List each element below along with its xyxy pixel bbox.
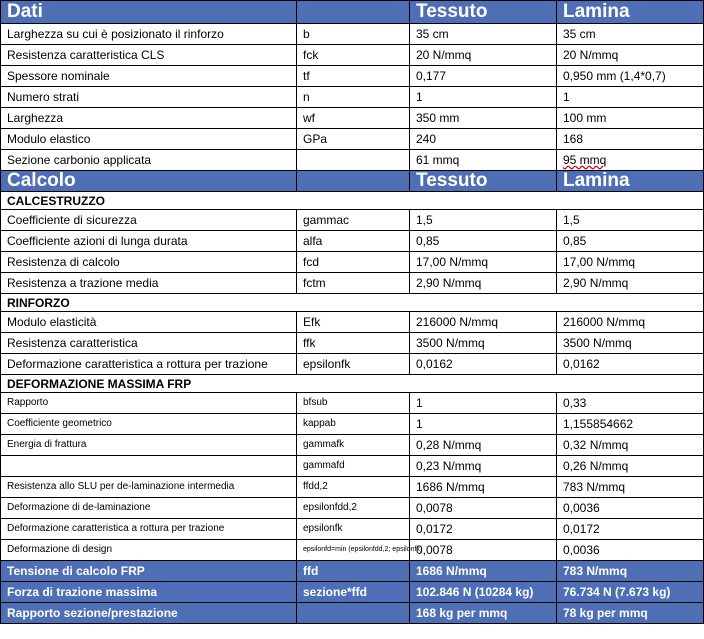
- tessuto-cell: 0,85: [410, 231, 557, 252]
- tessuto-cell: 35 cm: [410, 24, 557, 45]
- label-cell: Modulo elasticità: [1, 312, 297, 333]
- lamina-cell: 0,0036: [557, 540, 704, 561]
- symbol-cell: gammac: [297, 210, 410, 231]
- lamina-cell: 95 mmq: [557, 150, 704, 171]
- lamina-cell: 783 N/mmq: [557, 477, 704, 498]
- label-cell: Deformazione caratteristica a rottura per trazione: [1, 354, 297, 375]
- dati-row: [1, 24, 704, 45]
- tessuto-cell: 216000 N/mmq: [410, 312, 557, 333]
- label-cell: Tensione di calcolo FRP: [1, 561, 297, 582]
- deformazione-row: [1, 435, 704, 456]
- symbol-cell: kappab: [297, 414, 410, 435]
- deformazione-row: [1, 477, 704, 498]
- label-cell: Resistenza di calcolo: [1, 252, 297, 273]
- tessuto-cell: 0,0172: [410, 519, 557, 540]
- rinforzo-row: [1, 312, 704, 333]
- footer-row: [1, 582, 704, 603]
- symbol-cell: fck: [297, 45, 410, 66]
- dati-row: [1, 87, 704, 108]
- dati-row: [1, 66, 704, 87]
- symbol-cell: wf: [297, 108, 410, 129]
- dati-row: [1, 108, 704, 129]
- symbol-cell: fctm: [297, 273, 410, 294]
- header-empty: [297, 1, 410, 24]
- symbol-cell: bfsub: [297, 393, 410, 414]
- symbol-cell: epsilonfd=min (epsilonfdd,2; epsilonfk): [297, 540, 410, 561]
- lamina-cell: 1,5: [557, 210, 704, 231]
- symbol-cell: Efk: [297, 312, 410, 333]
- symbol-cell: gammafd: [297, 456, 410, 477]
- symbol-cell: sezione*ffd: [297, 582, 410, 603]
- label-cell: [1, 456, 297, 477]
- label-cell: Coefficiente azioni di lunga durata: [1, 231, 297, 252]
- tessuto-cell: 1: [410, 414, 557, 435]
- symbol-cell: [297, 150, 410, 171]
- section-title: CALCESTRUZZO: [1, 192, 704, 210]
- label-cell: Resistenza allo SLU per de-laminazione intermedia: [1, 477, 297, 498]
- label-cell: Coefficiente di sicurezza: [1, 210, 297, 231]
- dati-row: [1, 150, 704, 171]
- tessuto-cell: 1: [410, 87, 557, 108]
- lamina-cell: 0,85: [557, 231, 704, 252]
- lamina-cell: 35 cm: [557, 24, 704, 45]
- tessuto-cell: 0,177: [410, 66, 557, 87]
- section-title: DEFORMAZIONE MASSIMA FRP: [1, 375, 704, 393]
- symbol-cell: alfa: [297, 231, 410, 252]
- symbol-cell: ffk: [297, 333, 410, 354]
- tessuto-cell: 0,23 N/mmq: [410, 456, 557, 477]
- symbol-cell: gammafk: [297, 435, 410, 456]
- lamina-cell: 0,0036: [557, 498, 704, 519]
- lamina-cell: 76.734 N (7.673 kg): [557, 582, 704, 603]
- label-cell: Deformazione di de-laminazione: [1, 498, 297, 519]
- lamina-cell: 0,32 N/mmq: [557, 435, 704, 456]
- label-cell: Deformazione di design: [1, 540, 297, 561]
- tessuto-cell: 20 N/mmq: [410, 45, 557, 66]
- lamina-cell: 0,0172: [557, 519, 704, 540]
- deformazione-section-title: [1, 375, 704, 393]
- tessuto-cell: 0,28 N/mmq: [410, 435, 557, 456]
- symbol-cell: ffdd,2: [297, 477, 410, 498]
- lamina-cell: 17,00 N/mmq: [557, 252, 704, 273]
- header-tessuto: Tessuto: [410, 1, 557, 24]
- label-cell: Energia di frattura: [1, 435, 297, 456]
- symbol-cell: n: [297, 87, 410, 108]
- lamina-cell: Lamina: [557, 171, 704, 192]
- calcestruzzo-section-title: [1, 192, 704, 210]
- calcestruzzo-row: [1, 252, 704, 273]
- tessuto-cell: 350 mm: [410, 108, 557, 129]
- label-cell: Modulo elastico: [1, 129, 297, 150]
- lamina-cell: 216000 N/mmq: [557, 312, 704, 333]
- label-cell: Coefficiente geometrico: [1, 414, 297, 435]
- rinforzo-row: [1, 354, 704, 375]
- dati-row: [1, 129, 704, 150]
- deformazione-row: [1, 540, 704, 561]
- header-dati: Dati: [1, 1, 297, 24]
- deformazione-row: [1, 393, 704, 414]
- label-cell: Larghezza: [1, 108, 297, 129]
- rinforzo-section-title: [1, 294, 704, 312]
- symbol-cell: epsilonfdd,2: [297, 498, 410, 519]
- lamina-cell: 0,26 N/mmq: [557, 456, 704, 477]
- symbol-cell: GPa: [297, 129, 410, 150]
- lamina-cell: 3500 N/mmq: [557, 333, 704, 354]
- label-cell: Rapporto: [1, 393, 297, 414]
- tessuto-cell: Tessuto: [410, 171, 557, 192]
- lamina-cell: 20 N/mmq: [557, 45, 704, 66]
- symbol-cell: epsilonfk: [297, 354, 410, 375]
- label-cell: Rapporto sezione/prestazione: [1, 603, 297, 624]
- lamina-cell: 0,950 mm (1,4*0,7): [557, 66, 704, 87]
- label-cell: Resistenza a trazione media: [1, 273, 297, 294]
- tessuto-cell: 168 kg per mmq: [410, 603, 557, 624]
- label-cell: Numero strati: [1, 87, 297, 108]
- symbol-cell: tf: [297, 66, 410, 87]
- header-lamina: Lamina: [557, 1, 704, 24]
- tessuto-cell: 1686 N/mmq: [410, 477, 557, 498]
- calcolo-header-row: [1, 171, 704, 192]
- dati-row: [1, 45, 704, 66]
- label-cell: Deformazione caratteristica a rottura per trazione: [1, 519, 297, 540]
- label-cell: Spessore nominale: [1, 66, 297, 87]
- lamina-cell: 2,90 N/mmq: [557, 273, 704, 294]
- tessuto-cell: 0,0078: [410, 540, 557, 561]
- deformazione-row: [1, 456, 704, 477]
- footer-row: [1, 603, 704, 624]
- tessuto-cell: 240: [410, 129, 557, 150]
- lamina-cell: 168: [557, 129, 704, 150]
- lamina-cell: 78 kg per mmq: [557, 603, 704, 624]
- deformazione-row: [1, 498, 704, 519]
- footer-row: [1, 561, 704, 582]
- tessuto-cell: 17,00 N/mmq: [410, 252, 557, 273]
- lamina-cell: 1,155854662: [557, 414, 704, 435]
- tessuto-cell: 2,90 N/mmq: [410, 273, 557, 294]
- lamina-cell: 0,33: [557, 393, 704, 414]
- section-title: RINFORZO: [1, 294, 704, 312]
- label-cell: Forza di trazione massima: [1, 582, 297, 603]
- lamina-cell: 100 mm: [557, 108, 704, 129]
- deformazione-row: [1, 414, 704, 435]
- tessuto-cell: 1686 N/mmq: [410, 561, 557, 582]
- lamina-cell: 1: [557, 87, 704, 108]
- label-cell: Sezione carbonio applicata: [1, 150, 297, 171]
- label-cell: Resistenza caratteristica CLS: [1, 45, 297, 66]
- symbol-cell: ffd: [297, 561, 410, 582]
- tessuto-cell: 1: [410, 393, 557, 414]
- tessuto-cell: 61 mmq: [410, 150, 557, 171]
- tessuto-cell: 102.846 N (10284 kg): [410, 582, 557, 603]
- tessuto-cell: 0,0162: [410, 354, 557, 375]
- label-cell: Calcolo: [1, 171, 297, 192]
- symbol-cell: epsilonfk: [297, 519, 410, 540]
- deformazione-row: [1, 519, 704, 540]
- symbol-cell: [297, 171, 410, 192]
- tessuto-cell: 1,5: [410, 210, 557, 231]
- label-cell: Larghezza su cui è posizionato il rinforzo: [1, 24, 297, 45]
- label-cell: Resistenza caratteristica: [1, 333, 297, 354]
- lamina-cell: 0,0162: [557, 354, 704, 375]
- rinforzo-row: [1, 333, 704, 354]
- tessuto-cell: 0,0078: [410, 498, 557, 519]
- symbol-cell: b: [297, 24, 410, 45]
- symbol-cell: fcd: [297, 252, 410, 273]
- symbol-cell: [297, 603, 410, 624]
- calcestruzzo-row: [1, 231, 704, 252]
- calcestruzzo-row: [1, 210, 704, 231]
- tessuto-cell: 3500 N/mmq: [410, 333, 557, 354]
- lamina-cell: 783 N/mmq: [557, 561, 704, 582]
- header-row: [1, 1, 704, 24]
- calcestruzzo-row: [1, 273, 704, 294]
